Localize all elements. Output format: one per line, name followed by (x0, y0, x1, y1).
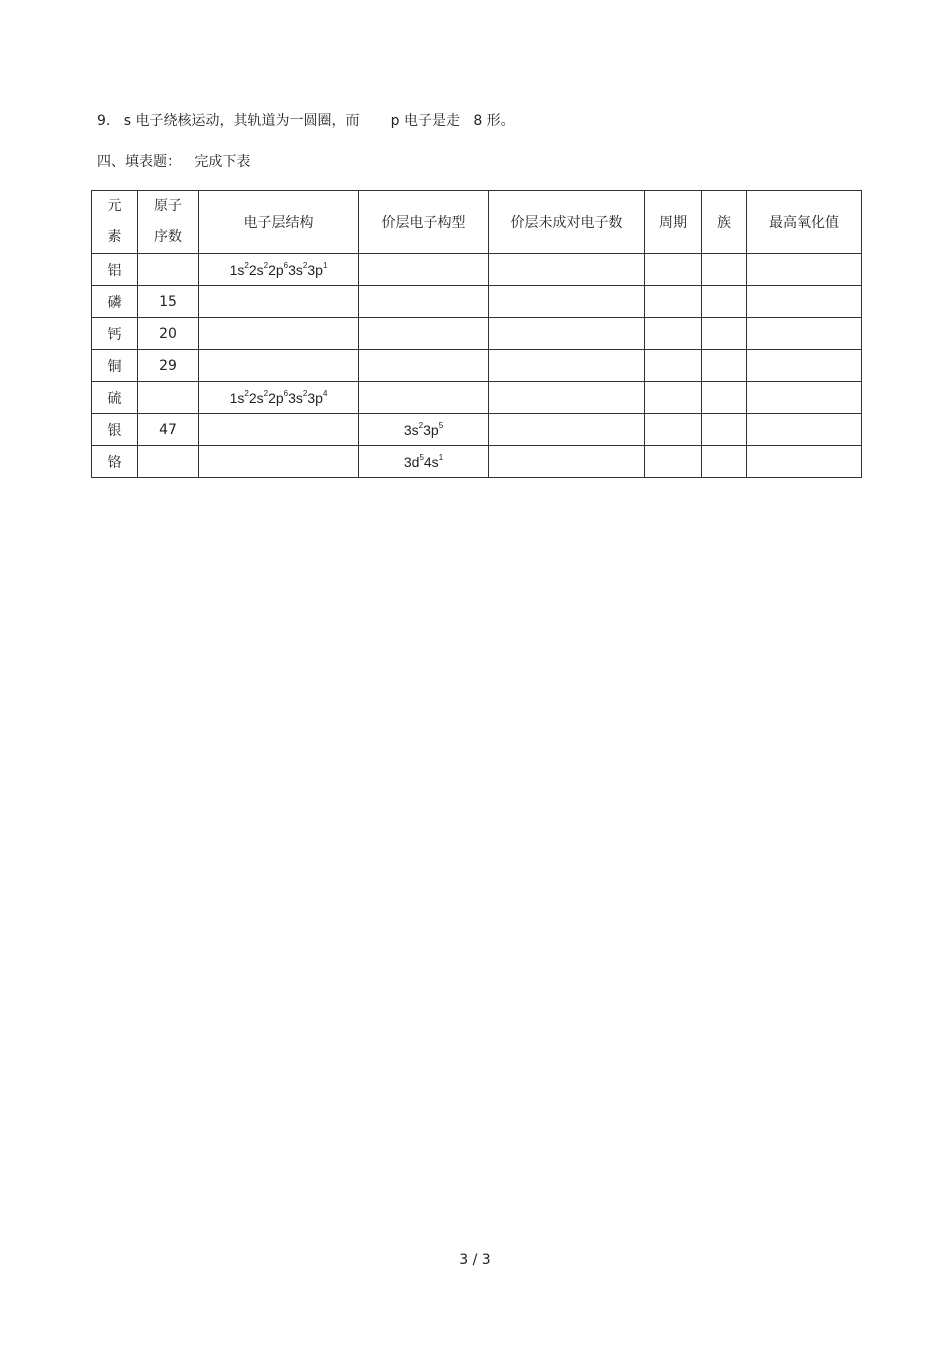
cell-atomic-number: 29 (138, 350, 199, 382)
cell-period (645, 350, 702, 382)
cell-atomic-number (138, 254, 199, 286)
cell-unpaired-electrons (489, 318, 645, 350)
cell-unpaired-electrons (489, 350, 645, 382)
cell-group (702, 350, 747, 382)
cell-atomic-number (138, 382, 199, 414)
cell-electron-config (199, 414, 359, 446)
cell-element: 磷 (92, 286, 138, 318)
cell-max-oxidation (747, 350, 862, 382)
cell-valence-config (359, 286, 489, 318)
cell-atomic-number: 20 (138, 318, 199, 350)
cell-unpaired-electrons (489, 446, 645, 478)
cell-electron-config (199, 446, 359, 478)
cell-max-oxidation (747, 446, 862, 478)
cell-group (702, 254, 747, 286)
header-atomic-number: 原子 序数 (138, 191, 199, 254)
header-element: 元 素 (92, 191, 138, 254)
cell-electron-config (199, 318, 359, 350)
cell-unpaired-electrons (489, 254, 645, 286)
cell-group (702, 318, 747, 350)
cell-element: 铝 (92, 254, 138, 286)
cell-atomic-number: 15 (138, 286, 199, 318)
question-text-b: p 电子是走 (390, 113, 460, 129)
table-row (92, 286, 862, 318)
section-instruction: 完成下表 (194, 154, 251, 170)
cell-max-oxidation (747, 382, 862, 414)
table-row (92, 318, 862, 350)
cell-period (645, 254, 702, 286)
cell-element: 硫 (92, 382, 138, 414)
cell-electron-config: $1s^22s^22p^63s^23p^1$ (199, 254, 359, 286)
cell-electron-config (199, 350, 359, 382)
cell-valence-config (359, 350, 489, 382)
cell-unpaired-electrons (489, 286, 645, 318)
cell-unpaired-electrons (489, 414, 645, 446)
cell-element: 铬 (92, 446, 138, 478)
section-title: 四、填表题： (97, 154, 181, 170)
section-heading (97, 151, 250, 171)
cell-electron-config (199, 286, 359, 318)
table-row (92, 350, 862, 382)
cell-group (702, 446, 747, 478)
cell-period (645, 446, 702, 478)
question-text-a: s 电子绕核运动，其轨道为一圆圈，而 (123, 113, 360, 129)
cell-valence-config: $3d^54s^1$ (359, 446, 489, 478)
table-row (92, 254, 862, 286)
header-max-oxidation: 最高氧化值 (747, 191, 862, 254)
header-electron-config: 电子层结构 (199, 191, 359, 254)
cell-period (645, 414, 702, 446)
table-row (92, 446, 862, 478)
cell-max-oxidation (747, 414, 862, 446)
cell-period (645, 382, 702, 414)
cell-electron-config: $1s^22s^22p^63s^23p^4$ (199, 382, 359, 414)
header-unpaired-electrons: 价层未成对电子数 (489, 191, 645, 254)
cell-element: 银 (92, 414, 138, 446)
cell-period (645, 286, 702, 318)
question-text-c: 8 形。 (473, 113, 515, 129)
table-row (92, 382, 862, 414)
question-9 (97, 110, 515, 130)
cell-max-oxidation (747, 318, 862, 350)
table-header-row (92, 191, 862, 254)
cell-element: 钙 (92, 318, 138, 350)
cell-valence-config (359, 318, 489, 350)
question-number: 9. (97, 113, 111, 129)
cell-max-oxidation (747, 286, 862, 318)
fill-in-table (91, 190, 862, 478)
header-group: 族 (702, 191, 747, 254)
header-valence-config: 价层电子构型 (359, 191, 489, 254)
header-period: 周期 (645, 191, 702, 254)
cell-valence-config (359, 254, 489, 286)
cell-max-oxidation (747, 254, 862, 286)
cell-valence-config (359, 382, 489, 414)
cell-unpaired-electrons (489, 382, 645, 414)
cell-group (702, 414, 747, 446)
cell-atomic-number: 47 (138, 414, 199, 446)
cell-period (645, 318, 702, 350)
cell-group (702, 382, 747, 414)
cell-atomic-number (138, 446, 199, 478)
page-number: 3 / 3 (459, 1252, 491, 1268)
cell-group (702, 286, 747, 318)
cell-element: 铜 (92, 350, 138, 382)
table-row (92, 414, 862, 446)
cell-valence-config: $3s^23p^5$ (359, 414, 489, 446)
